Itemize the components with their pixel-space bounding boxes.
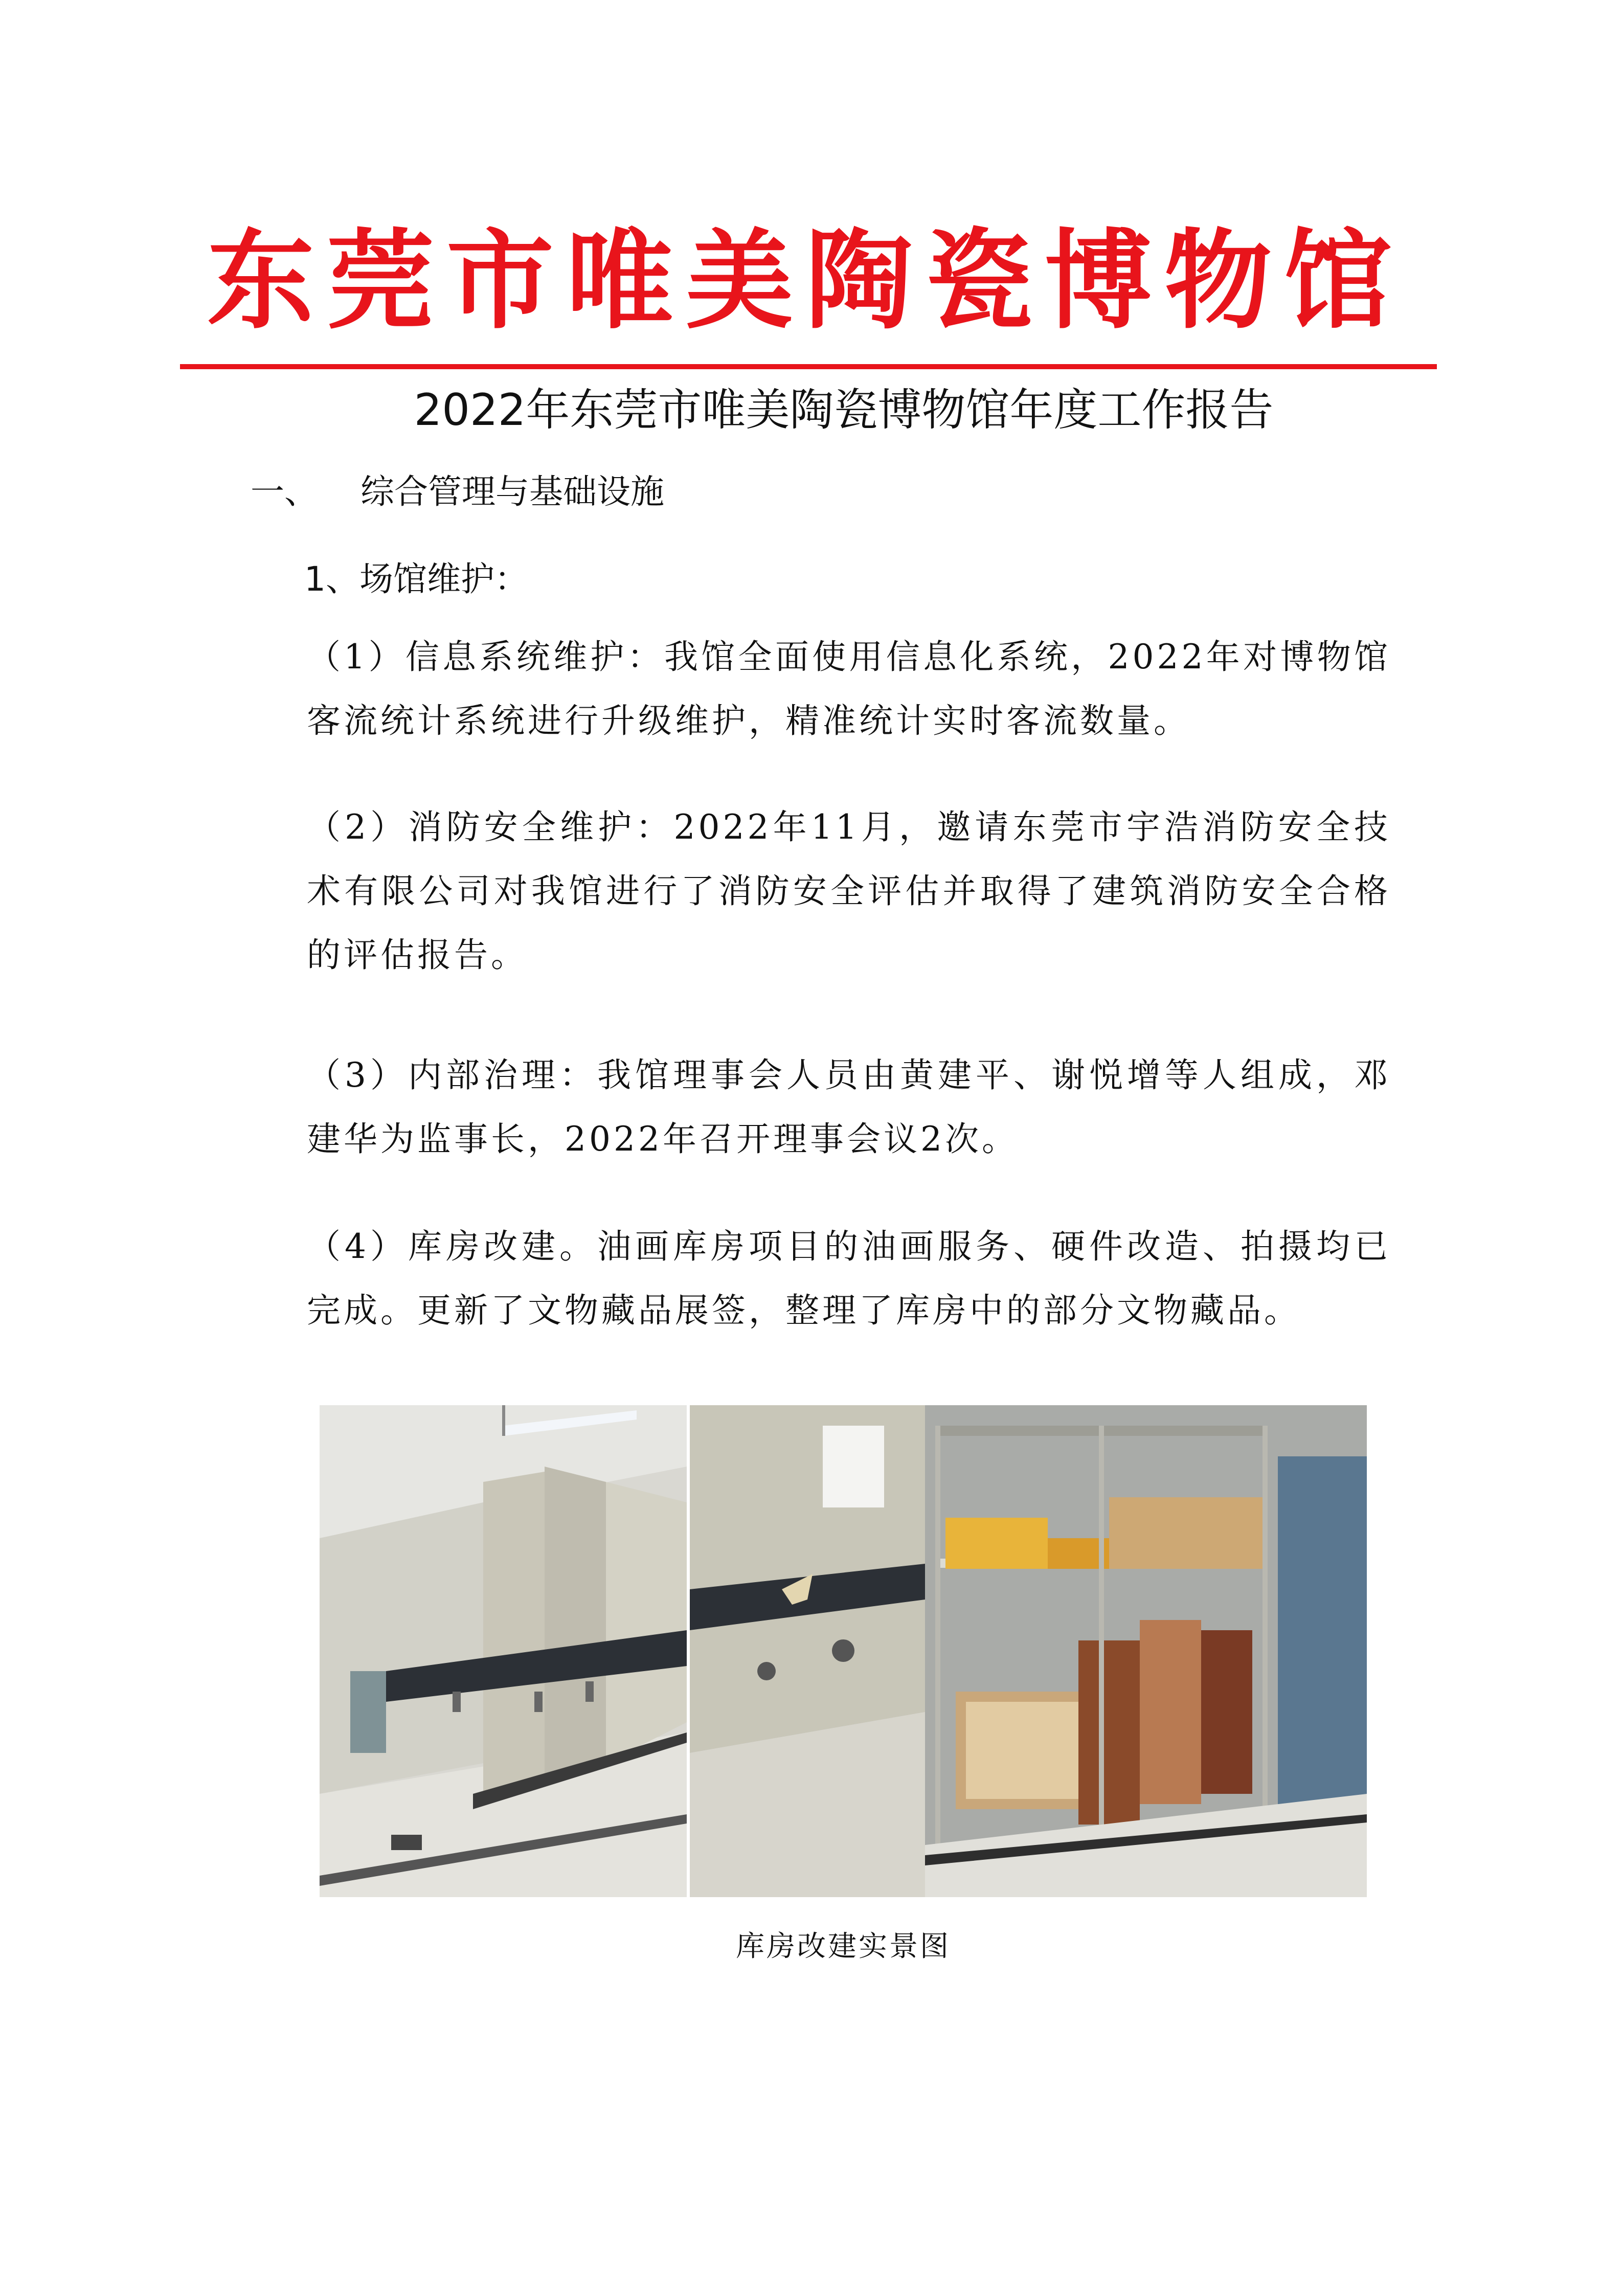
paragraph-fire-safety: （2）消防安全维护：2022年11月，邀请东莞市宇浩消防安全技术有限公司对我馆进行了消防安全评估并取得了建筑消防安全合格的评估报告。 [307, 807, 1391, 975]
subsection-heading: 1、场馆维护： [304, 559, 528, 599]
museum-masthead: 东莞市唯美陶瓷博物馆 [207, 218, 1404, 344]
masthead-rule [180, 364, 1437, 369]
paragraph-storage: （4）库房改建。油画库房项目的油画服务、硬件改造、拍摄均已完成。更新了文物藏品展签，整理了库房中的部分文物藏品。 [307, 1227, 1391, 1330]
paragraph-governance: （3）内部治理：我馆理事会人员由黄建平、谢悦增等人组成，邓建华为监事长，2022年召开理事会议2次。 [307, 1055, 1391, 1159]
section-heading [251, 466, 664, 517]
storage-photos [320, 1405, 1367, 1897]
storage-photo-left [320, 1405, 687, 1897]
section-number: 一、 [251, 472, 318, 511]
figure-caption: 库房改建实景图 [736, 1930, 951, 1963]
section-title: 综合管理与基础设施 [360, 472, 664, 511]
report-title: 2022年东莞市唯美陶瓷博物馆年度工作报告 [414, 385, 1274, 436]
storage-photo-right [690, 1405, 1367, 1897]
paragraph-info-system: （1）信息系统维护：我馆全面使用信息化系统，2022年对博物馆客流统计系统进行升级维护，精准统计实时客流数量。 [307, 637, 1391, 740]
